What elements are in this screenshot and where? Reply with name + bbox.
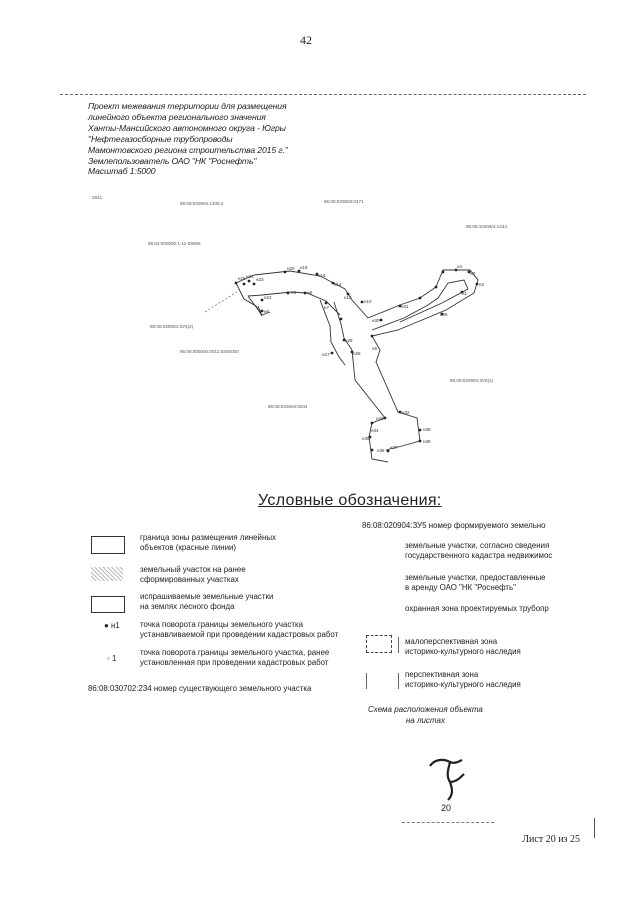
scheme-thumbnail — [420, 752, 480, 807]
point-label: н10 — [364, 299, 372, 304]
route-east-branch — [368, 270, 478, 336]
turn-point — [261, 310, 264, 313]
point-label: н7 — [324, 305, 329, 310]
point-label: н5 — [372, 346, 377, 351]
legend-label: точка поворота границы земельного участка, ранее установленная при проведении кадастровых работ — [140, 648, 330, 667]
cadastral-label: 86:08:000000:0012:0400000 — [180, 349, 239, 354]
page-number: 42 — [300, 33, 312, 47]
point-label: н16 — [318, 273, 326, 278]
point-label: н36 — [377, 448, 385, 453]
point-label: н37 — [390, 445, 398, 450]
turn-point — [387, 450, 390, 453]
turn-point — [284, 271, 287, 274]
map-scale: Масштаб 1:5000 — [88, 166, 156, 177]
cadastral-label: 86:08:020904:ЗУ5(1) — [450, 378, 494, 383]
point-label: н29 — [345, 338, 353, 343]
legend-label: граница зоны размещения линейных объектов (красные линии) — [140, 533, 276, 552]
turn-point — [304, 292, 307, 295]
title-line: линейного объекта регионального значения — [88, 111, 266, 122]
point-label: н9 — [291, 290, 296, 295]
zone-divider — [398, 637, 399, 653]
turn-point — [253, 283, 256, 286]
point-label: н32 — [402, 410, 410, 415]
point-label: н31 — [401, 304, 409, 309]
point-label: н4 — [457, 264, 462, 269]
cadastral-label: 2841 — [92, 195, 103, 200]
legend-label: перспективная зона историко-культурного наследия — [405, 670, 521, 689]
turn-point — [371, 422, 374, 425]
cadastral-label: 86:08:020904:1206:2 — [180, 201, 224, 206]
leader-line — [205, 290, 240, 312]
turn-point — [455, 269, 458, 272]
zone-divider — [398, 673, 399, 689]
turn-point — [371, 335, 374, 338]
scheme-sheet-number: 20 — [441, 803, 452, 813]
legend-label: испрашиваемые земельные участки на землях лесного фонда — [140, 592, 274, 611]
title-line: "Нефтегазосборные трубопроводы — [88, 133, 233, 144]
point-label: н38 — [423, 427, 431, 432]
point-label: н1 — [462, 291, 467, 296]
route-south-west — [352, 350, 388, 462]
sheet-counter: Лист 20 из 25 — [522, 834, 580, 845]
turn-point — [380, 319, 383, 322]
legend-label: охранная зона проектируемых трубопр — [405, 604, 549, 613]
pipeline-route — [236, 270, 478, 462]
cadastral-labels — [92, 195, 507, 409]
point-label: н26 — [440, 312, 448, 317]
turn-point — [248, 280, 251, 283]
point-label: н8 — [307, 290, 312, 295]
point-label: н39 — [423, 439, 431, 444]
right-margin-mark — [594, 818, 595, 838]
turn-point — [287, 292, 290, 295]
turn-point — [261, 299, 264, 302]
title-line: Мамонтовского региона строительства 2015 г." — [88, 144, 288, 155]
legend-label: земельные участки, согласно сведения государственного кадастра недвижимос — [405, 541, 553, 560]
legend-label: 86:08:020904:ЗУ5 номер формируемого земельно — [362, 521, 546, 530]
turn-point — [243, 283, 246, 286]
legend-label: земельные участки, предоставленные в аренду ОАО "НК "Роснефть" — [405, 573, 546, 592]
bottom-dashed-rule — [402, 822, 494, 823]
turn-point — [331, 352, 334, 355]
scheme-title: Схема расположения объекта на листах — [368, 705, 483, 725]
route-left-spur — [236, 283, 262, 316]
point-labels — [238, 264, 484, 453]
point-label: н22 — [264, 295, 272, 300]
point-label: н23 — [256, 277, 264, 282]
turn-point — [442, 271, 445, 274]
point-label: н24 — [246, 274, 254, 279]
point-label: н14 — [334, 282, 342, 287]
red-line-symbol — [91, 536, 125, 554]
point-label: н12 — [344, 295, 352, 300]
point-label: н30 — [372, 318, 380, 323]
cadastral-label: 86:08:020604:0034 — [268, 404, 308, 409]
turn-point — [384, 417, 387, 420]
turn-point — [419, 429, 422, 432]
land-user: Землепользователь ОАО "НК "Роснефть" — [88, 155, 257, 166]
legend-label: точка поворота границы земельного участка устанавливаемой при проведении кадастровых работ — [140, 620, 339, 639]
title-line: Проект межевания территории для размещения — [88, 101, 287, 111]
point-label: н33 — [376, 416, 384, 421]
title-line: Ханты-Мансийского автономного округа - Югры — [88, 122, 286, 133]
turn-point — [361, 301, 364, 304]
existing-parcel-symbol — [91, 567, 123, 581]
point-label: н35 — [362, 436, 370, 441]
turn-point — [419, 297, 422, 300]
cadastral-label: 86:08:020904:ЗУ5(2) — [150, 324, 194, 329]
point-label: н2 — [479, 282, 484, 287]
existing-parcel-number-example: 86:08:030702:234 номер существующего земельного участка — [88, 684, 312, 693]
turn-point — [419, 440, 422, 443]
legend-title: Условные обозначения: — [258, 492, 442, 509]
turn-point — [476, 283, 479, 286]
turn-point — [235, 282, 238, 285]
turn-point — [399, 411, 402, 414]
point-label: н20 — [287, 266, 295, 271]
turn-point — [340, 318, 343, 321]
point-label: н27 — [322, 352, 330, 357]
cadastral-label: 86:08:10206/4:1434 — [466, 224, 507, 229]
point-label: н3 — [470, 271, 475, 276]
point-label: н34 — [371, 428, 379, 433]
new-point-marker: ● н1 — [104, 621, 120, 630]
cadastral-label: 86:04:000000:1-11-09055 — [148, 241, 201, 246]
cadastral-label: 86:08:020903:0471 — [324, 199, 364, 204]
point-label: н18 — [300, 265, 308, 270]
turn-point — [298, 270, 301, 273]
route-south-east — [372, 336, 420, 450]
legend-label: земельный участок на ранее сформированных участках — [140, 565, 246, 584]
turn-point — [435, 286, 438, 289]
low-prospect-zone-symbol — [366, 635, 392, 653]
point-label: н6 — [264, 309, 269, 314]
point-label: н28 — [353, 351, 361, 356]
existing-point-marker: ◦ 1 — [107, 654, 117, 663]
prospect-zone-symbol — [366, 673, 367, 689]
legend-label: малоперспективная зона историко-культурного наследия — [405, 637, 521, 656]
forest-parcel-symbol — [91, 596, 125, 613]
point-label: н25 — [238, 276, 246, 281]
turn-point — [371, 449, 374, 452]
turn-point — [325, 302, 328, 305]
